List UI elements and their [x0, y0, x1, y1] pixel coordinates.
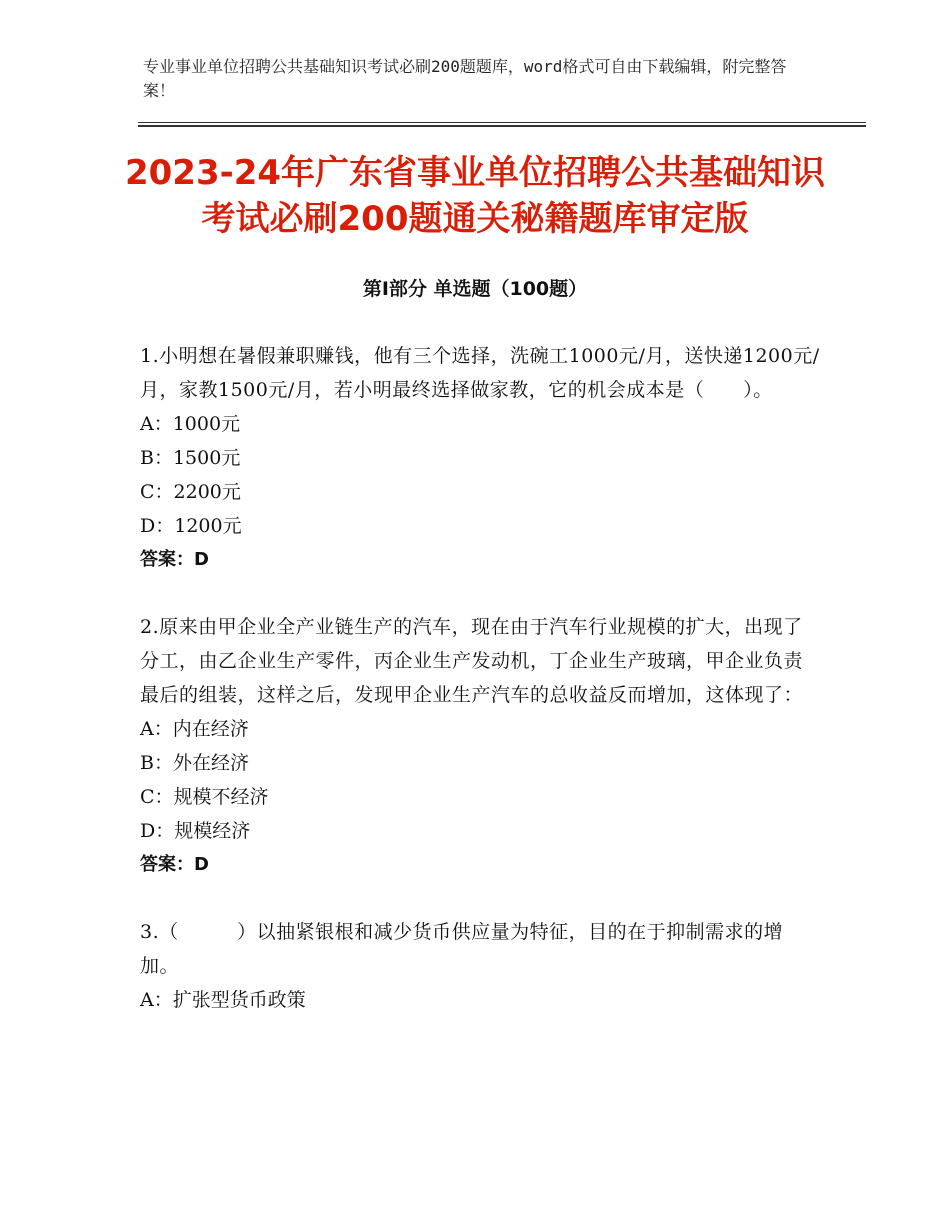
question-stem: 2.原来由甲企业全产业链生产的汽车，现在由于汽车行业规模的扩大，出现了分工，由乙企业生产零件，丙企业生产发动机，丁企业生产玻璃，甲企业负责最后的组装，这样之后，发现甲企业生产汽车的总收益反而增加，这体现了： [140, 616, 804, 706]
header-rule-thin [138, 122, 866, 123]
header-rule-thick [138, 125, 866, 127]
question-stem: 3.（ ）以抽紧银根和减少货币供应量为特征，目的在于抑制需求的增加。 [140, 921, 784, 977]
option-d: D：1200元 [140, 515, 242, 537]
option-c: C：规模不经济 [140, 786, 269, 808]
question-3 [140, 915, 820, 1017]
option-c: C：2200元 [140, 481, 241, 503]
option-a: A：1000元 [140, 413, 241, 435]
option-d: D：规模经济 [140, 820, 251, 842]
question-list [140, 339, 820, 1050]
option-b: B：外在经济 [140, 752, 249, 774]
option-a: A：扩张型货币政策 [140, 989, 306, 1011]
document-title: 2023-24年广东省事业单位招聘公共基础知识考试必刷200题通关秘籍题库审定版 [124, 153, 826, 239]
section-title: 第Ⅰ部分 单选题（100题） [362, 278, 588, 300]
header-note: 专业事业单位招聘公共基础知识考试必刷200题题库，word格式可自由下载编辑，附完整答案！ [143, 57, 787, 100]
answer-label: 答案：D [140, 854, 209, 875]
option-a: A：内在经济 [140, 718, 249, 740]
option-b: B：1500元 [140, 447, 241, 469]
question-1 [140, 339, 820, 577]
question-2 [140, 610, 820, 882]
question-stem: 1.小明想在暑假兼职赚钱，他有三个选择，洗碗工1000元/月，送快递1200元/月，家教1500元/月，若小明最终选择做家教，它的机会成本是（ ）。 [140, 345, 820, 401]
answer-label: 答案：D [140, 549, 209, 570]
